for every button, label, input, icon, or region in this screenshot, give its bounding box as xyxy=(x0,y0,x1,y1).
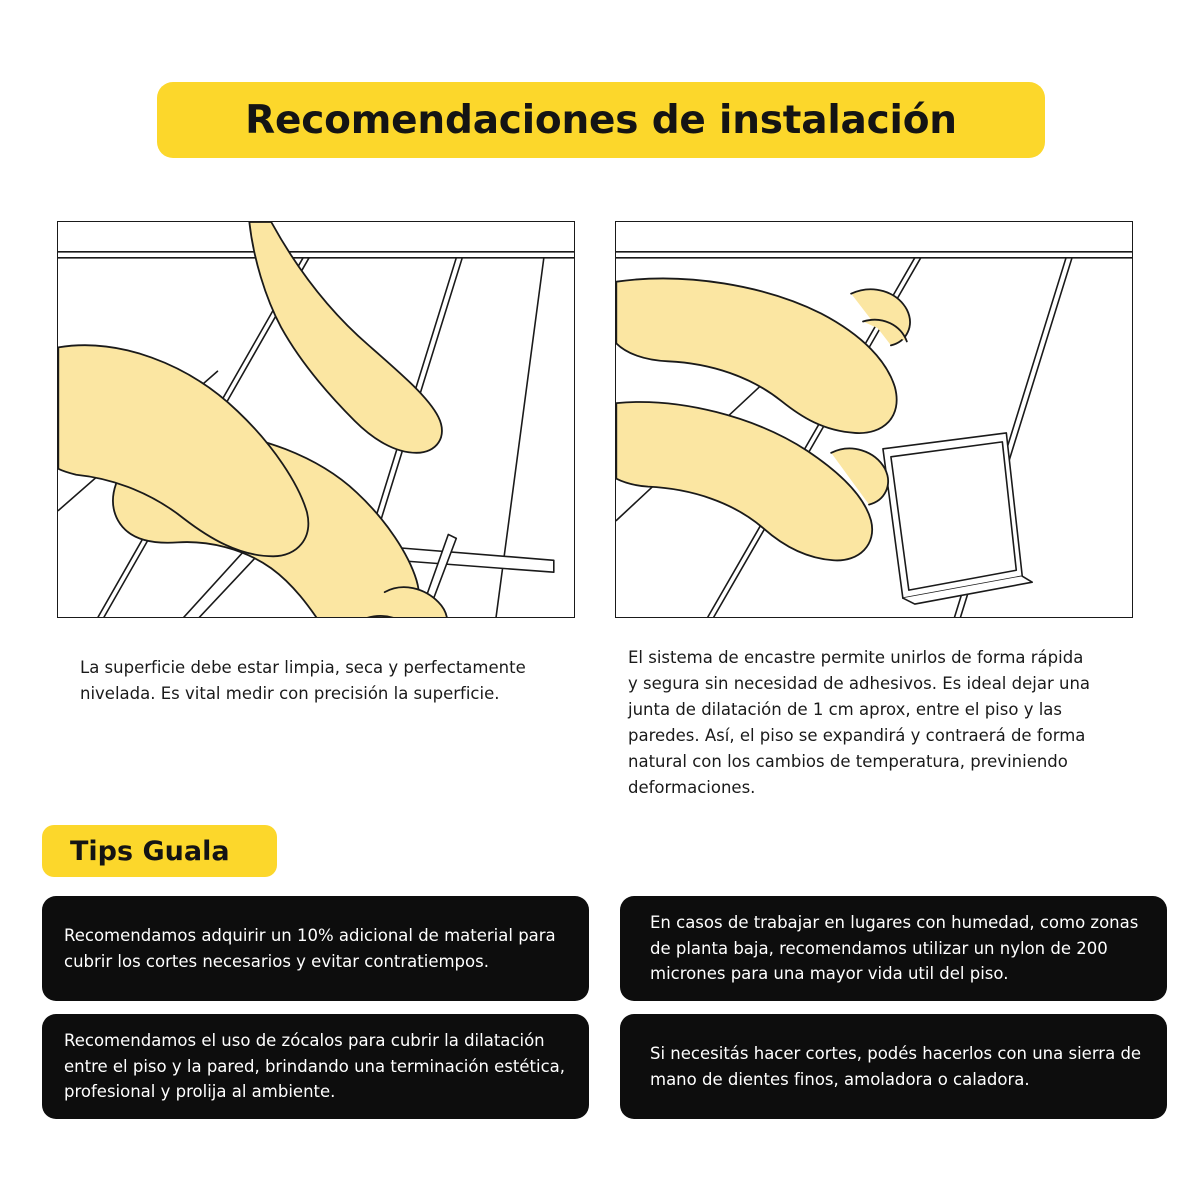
caption-right: El sistema de encastre permite unirlos de forma rápida y segura sin necesidad de adhesivos. Es ideal dejar una junta de dilatación de 1 cm aprox, entre el piso y las paredes. Así, el piso se expandirá y contraerá de forma natural con los cambios de temperatura, previniendo deformaciones. xyxy=(628,648,1091,798)
tip-card-skirting xyxy=(42,1014,589,1119)
measuring-plank-drawing xyxy=(58,222,574,617)
illustration-measuring-plank xyxy=(57,221,575,618)
illustration-panels xyxy=(57,221,1143,621)
page-title: Recomendaciones de instalación xyxy=(245,97,957,143)
tip-card-text: Recomendamos adquirir un 10% adicional de material para cubrir los cortes necesarios y evitar contratiempos. xyxy=(64,925,556,971)
tip-card-cutting-tools xyxy=(620,1014,1167,1119)
tip-card-text: En casos de trabajar en lugares con humedad, como zonas de planta baja, recomendamos utilizar un nylon de 200 micrones para una mayor vida util del piso. xyxy=(650,913,1139,984)
page-header-banner xyxy=(157,82,1045,158)
click-system-drawing xyxy=(616,222,1132,617)
tip-card-text: Recomendamos el uso de zócalos para cubrir la dilatación entre el piso y la pared, brindando una terminación estética, profesional y prolija al ambiente. xyxy=(64,1031,566,1102)
illustration-click-system xyxy=(615,221,1133,618)
caption-left: La superficie debe estar limpia, seca y perfectamente nivelada. Es vital medir con precisión la superficie. xyxy=(80,658,526,704)
tips-badge-label: Tips Guala xyxy=(70,835,230,867)
tip-card-humidity-nylon xyxy=(620,896,1167,1001)
tips-badge xyxy=(42,825,277,877)
tip-card-text: Si necesitás hacer cortes, podés hacerlos con una sierra de mano de dientes finos, amoladora o caladora. xyxy=(650,1043,1142,1089)
tip-card-extra-material xyxy=(42,896,589,1001)
